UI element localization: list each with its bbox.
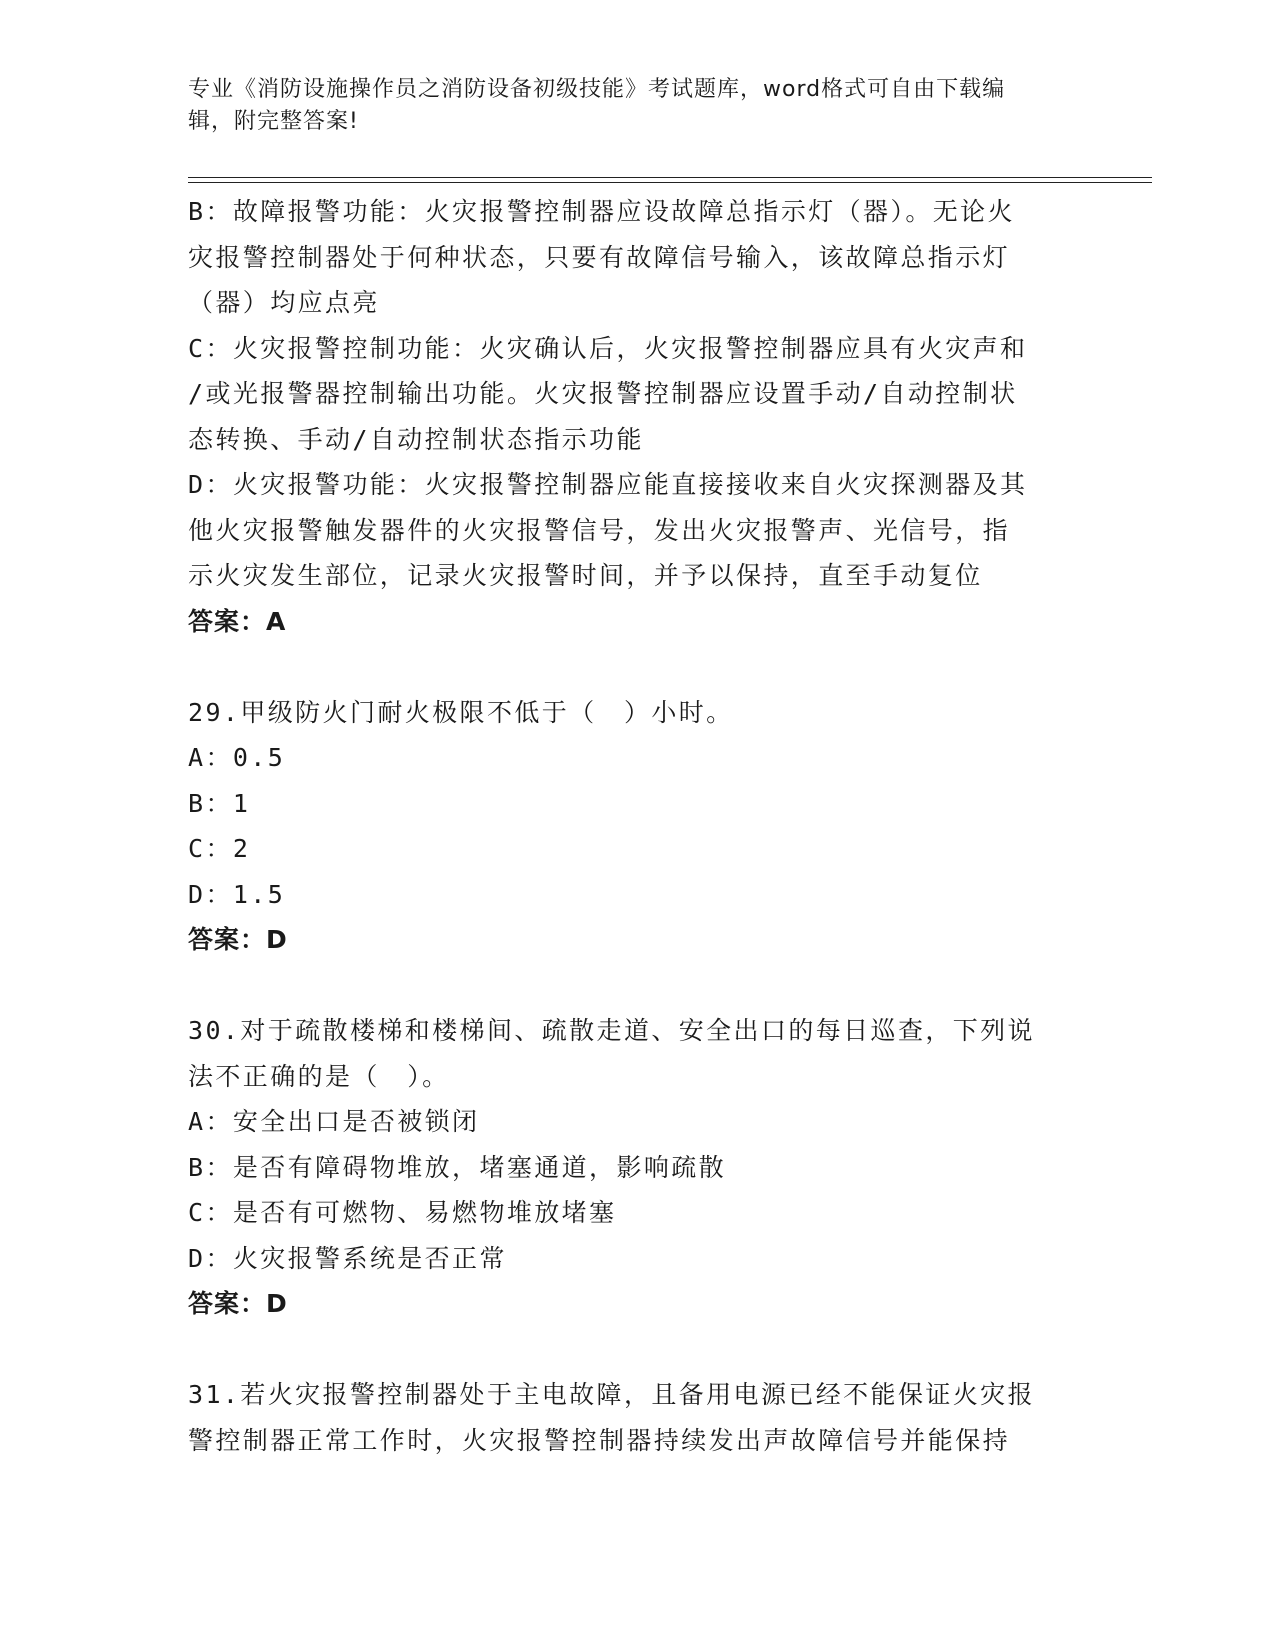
text-line: 态转换、手动/自动控制状态指示功能 [188,424,644,454]
option-d: D：1.5 [188,879,286,909]
header-title-line-2: 辑，附完整答案! [188,109,359,134]
document-body [188,189,1073,1463]
question-30 [188,1008,1073,1327]
text-line: C：火灾报警控制功能：火灾确认后，火灾报警控制器应具有火灾声和 [188,333,1028,363]
question-29 [188,690,1073,963]
question-text: 31.若火灾报警控制器处于主电故障，且备用电源已经不能保证火灾报 [188,1380,1035,1409]
text-line: （器）均应点亮 [188,288,380,317]
question-text: 法不正确的是（ ）。 [188,1061,450,1091]
page-header [188,74,1068,138]
question-text: 警控制器正常工作时，火灾报警控制器持续发出声故障信号并能保持 [188,1425,1011,1455]
prev-option-d [188,462,1073,599]
question-text: 30.对于疏散楼梯和楼梯间、疏散走道、安全出口的每日巡查，下列说 [188,1016,1035,1045]
text-line: D：火灾报警功能：火灾报警控制器应能直接接收来自火灾探测器及其 [188,470,1028,499]
text-line: 示火灾发生部位，记录火灾报警时间，并予以保持，直至手动复位 [188,561,983,590]
answer-label: 答案：A [188,606,287,636]
prev-option-c [188,326,1073,463]
text-line: /或光报警器控制输出功能。火灾报警控制器应设置手动/自动控制状 [188,379,1018,408]
option-a: A：0.5 [188,743,286,772]
option-d: D：火灾报警系统是否正常 [188,1243,507,1273]
spacer [188,963,1073,1009]
option-c: C：是否有可燃物、易燃物堆放堵塞 [188,1198,617,1227]
text-line: B：故障报警功能：火灾报警控制器应设故障总指示灯（器）。无论火 [188,197,1015,226]
spacer [188,1327,1073,1373]
spacer [188,644,1073,690]
header-title-line-1: 专业《消防设施操作员之消防设备初级技能》考试题库，word格式可自由下载编 [188,77,1006,102]
answer-label: 答案：D [188,1289,288,1318]
question-text: 29.甲级防火门耐火极限不低于（ ）小时。 [188,697,734,727]
text-line: 他火灾报警触发器件的火灾报警信号，发出火灾报警声、光信号，指 [188,515,1011,545]
header-divider-bottom [188,182,1152,183]
answer-label: 答案：D [188,925,288,954]
text-line: 灾报警控制器处于何种状态，只要有故障信号输入，该故障总指示灯 [188,242,1011,272]
option-b: B：1 [188,788,251,818]
prev-option-b [188,189,1073,326]
option-a: A：安全出口是否被锁闭 [188,1107,480,1136]
header-divider-top [188,177,1152,178]
option-c: C：2 [188,834,251,863]
question-31 [188,1372,1073,1463]
option-b: B：是否有障碍物堆放，堵塞通道，影响疏散 [188,1152,727,1182]
